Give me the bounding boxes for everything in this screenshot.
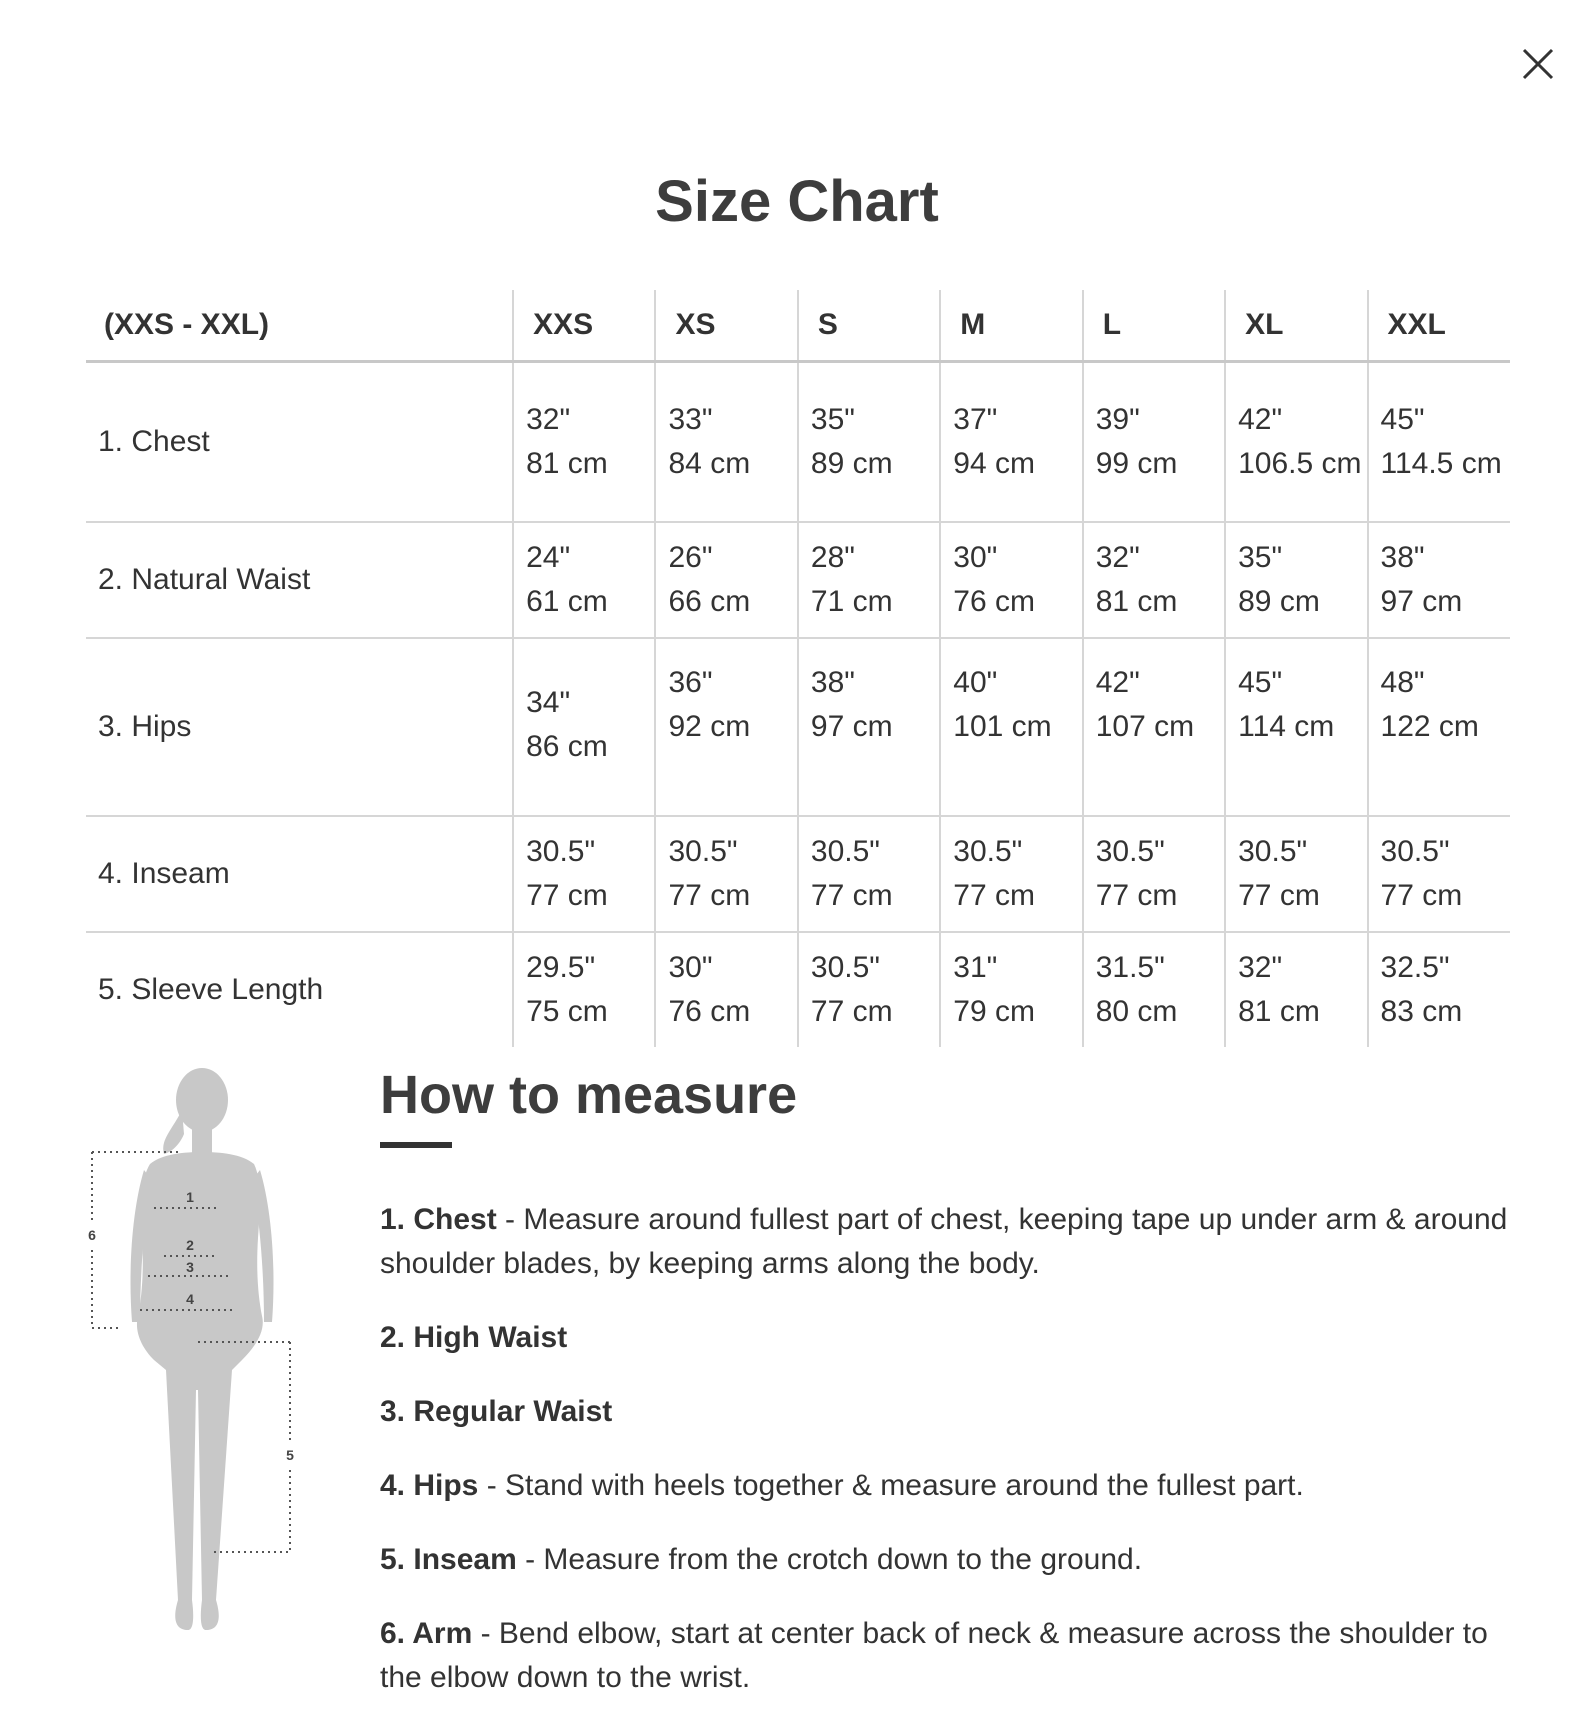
table-header-row [86, 290, 1510, 362]
instruction-text: - Bend elbow, start at center back of neck & measure across the shoulder to the elbow down to the wrist. [380, 1617, 1488, 1694]
cell-inches: 30.5" [1238, 835, 1308, 868]
cell-cm: 77 cm [810, 879, 893, 912]
table-cell [513, 932, 655, 1047]
how-to-measure-title: How to measure [380, 1065, 798, 1125]
table-cell [1083, 362, 1225, 523]
instruction-label: 4. Hips [380, 1469, 479, 1502]
cell-inches: 34" [526, 686, 571, 719]
cell-cm: 122 cm [1380, 710, 1479, 743]
table-cell [1368, 522, 1510, 638]
marker-5: 5 [286, 1447, 294, 1463]
table-cell [798, 638, 940, 816]
cell-inches: 33" [668, 403, 713, 436]
size-header-xxs: XXS [513, 290, 655, 362]
size-header-xs: XS [655, 290, 797, 362]
table-cell [513, 522, 655, 638]
cell-cm: 101 cm [953, 710, 1052, 743]
cell-inches: 38" [810, 666, 855, 699]
cell-cm: 75 cm [526, 995, 608, 1028]
table-cell [1225, 522, 1367, 638]
table-cell [1368, 362, 1510, 523]
row-label-hips: 3. Hips [86, 638, 513, 816]
table-cell [940, 362, 1082, 523]
table-cell [1083, 816, 1225, 932]
cell-inches: 45" [1380, 403, 1425, 436]
cell-cm: 77 cm [1380, 879, 1463, 912]
table-cell [1225, 638, 1367, 816]
marker-4: 4 [186, 1291, 194, 1307]
table-cell [940, 638, 1082, 816]
cell-cm: 83 cm [1380, 995, 1463, 1028]
instruction-label: 2. High Waist [380, 1321, 568, 1354]
table-cell [513, 638, 655, 816]
how-to-measure-section [380, 1058, 1510, 1730]
size-range-header: (XXS - XXL) [86, 290, 513, 362]
instruction-regular-waist [380, 1390, 1510, 1434]
table-cell [798, 932, 940, 1047]
table-cell [1225, 816, 1367, 932]
cell-cm: 97 cm [1380, 585, 1463, 618]
cell-inches: 36" [668, 666, 713, 699]
cell-inches: 30.5" [526, 835, 596, 868]
instruction-text: - Measure around fullest part of chest, keeping tape up under arm & around shoulder blades, by keeping arms along the body. [380, 1203, 1508, 1280]
cell-cm: 77 cm [668, 879, 751, 912]
cell-inches: 42" [1095, 666, 1140, 699]
cell-inches: 31" [953, 951, 998, 984]
cell-inches: 30" [953, 541, 998, 574]
instruction-high-waist [380, 1316, 1510, 1360]
cell-cm: 71 cm [810, 585, 893, 618]
table-cell [655, 932, 797, 1047]
cell-cm: 92 cm [668, 710, 751, 743]
row-label-sleeve-length: 5. Sleeve Length [86, 932, 513, 1047]
table-cell [655, 522, 797, 638]
cell-cm: 81 cm [1238, 995, 1320, 1028]
size-header-l: L [1083, 290, 1225, 362]
table-cell [513, 816, 655, 932]
cell-cm: 77 cm [526, 879, 608, 912]
cell-cm: 99 cm [1095, 447, 1178, 480]
table-cell [1368, 932, 1510, 1047]
cell-cm: 114.5 cm [1380, 447, 1502, 480]
table-row [86, 932, 1510, 1047]
row-label-inseam: 4. Inseam [86, 816, 513, 932]
table-cell [1368, 638, 1510, 816]
cell-inches: 38" [1380, 541, 1425, 574]
cell-inches: 42" [1238, 403, 1283, 436]
cell-cm: 79 cm [953, 995, 1035, 1028]
cell-inches: 30.5" [668, 835, 738, 868]
cell-inches: 30.5" [810, 835, 880, 868]
cell-cm: 61 cm [526, 585, 608, 618]
table-cell [1225, 932, 1367, 1047]
cell-inches: 32.5" [1380, 951, 1450, 984]
instruction-arm [380, 1612, 1510, 1700]
cell-inches: 32" [526, 403, 571, 436]
table-cell [1083, 932, 1225, 1047]
instruction-text: - Measure from the crotch down to the ground. [516, 1543, 1143, 1576]
cell-cm: 76 cm [953, 585, 1035, 618]
table-cell [940, 522, 1082, 638]
table-cell [798, 816, 940, 932]
marker-1: 1 [186, 1189, 194, 1205]
cell-cm: 84 cm [668, 447, 751, 480]
cell-inches: 37" [953, 403, 998, 436]
cell-inches: 31.5" [1095, 951, 1165, 984]
cell-cm: 81 cm [1095, 585, 1178, 618]
measurement-figure [88, 1060, 312, 1640]
instruction-chest [380, 1198, 1510, 1286]
title-underline [380, 1142, 452, 1148]
cell-inches: 40" [953, 666, 998, 699]
marker-3: 3 [186, 1259, 194, 1275]
cell-cm: 77 cm [953, 879, 1035, 912]
cell-cm: 114 cm [1238, 710, 1335, 743]
cell-inches: 48" [1380, 666, 1425, 699]
body-silhouette-icon [88, 1060, 312, 1640]
cell-inches: 39" [1095, 403, 1140, 436]
cell-cm: 89 cm [1238, 585, 1320, 618]
cell-cm: 80 cm [1095, 995, 1178, 1028]
instruction-inseam [380, 1538, 1510, 1582]
cell-cm: 106.5 cm [1238, 447, 1362, 480]
cell-inches: 30.5" [1380, 835, 1450, 868]
marker-2: 2 [186, 1237, 194, 1253]
cell-inches: 30.5" [953, 835, 1023, 868]
cell-cm: 66 cm [668, 585, 751, 618]
size-table [86, 290, 1510, 1047]
table-row [86, 816, 1510, 932]
table-cell [1368, 816, 1510, 932]
modal-title: Size Chart [655, 169, 939, 234]
table-cell [655, 816, 797, 932]
cell-inches: 35" [1238, 541, 1283, 574]
cell-inches: 30.5" [1095, 835, 1165, 868]
row-label-natural-waist: 2. Natural Waist [86, 522, 513, 638]
instruction-label: 1. Chest [380, 1203, 497, 1236]
cell-cm: 89 cm [810, 447, 893, 480]
cell-cm: 77 cm [1238, 879, 1320, 912]
cell-inches: 45" [1238, 666, 1283, 699]
table-cell [513, 362, 655, 523]
table-cell [798, 362, 940, 523]
table-cell [1225, 362, 1367, 523]
size-header-m: M [940, 290, 1082, 362]
cell-cm: 86 cm [526, 730, 608, 763]
cell-cm: 97 cm [810, 710, 893, 743]
instruction-hips [380, 1464, 1510, 1508]
size-header-s: S [798, 290, 940, 362]
cell-inches: 32" [1095, 541, 1140, 574]
cell-inches: 35" [810, 403, 855, 436]
cell-cm: 107 cm [1095, 710, 1195, 743]
cell-cm: 76 cm [668, 995, 751, 1028]
close-icon [1520, 46, 1556, 82]
size-header-xl: XL [1225, 290, 1367, 362]
table-cell [798, 522, 940, 638]
table-cell [1083, 522, 1225, 638]
instruction-text: - Stand with heels together & measure around the fullest part. [478, 1469, 1304, 1502]
instruction-label: 6. Arm [380, 1617, 473, 1650]
table-cell [940, 816, 1082, 932]
marker-6: 6 [88, 1227, 96, 1243]
cell-inches: 29.5" [526, 951, 596, 984]
cell-inches: 24" [526, 541, 571, 574]
instruction-label: 5. Inseam [380, 1543, 517, 1576]
cell-inches: 32" [1238, 951, 1283, 984]
table-cell [940, 932, 1082, 1047]
size-header-xxl: XXL [1368, 290, 1510, 362]
table-cell [655, 362, 797, 523]
cell-inches: 30" [668, 951, 713, 984]
table-row [86, 522, 1510, 638]
close-button[interactable] [1512, 38, 1564, 90]
row-label-chest: 1. Chest [98, 425, 210, 458]
table-cell [1083, 638, 1225, 816]
table-cell [655, 638, 797, 816]
cell-inches: 28" [810, 541, 855, 574]
cell-inches: 30.5" [810, 951, 880, 984]
cell-inches: 26" [668, 541, 713, 574]
cell-cm: 94 cm [953, 447, 1035, 480]
cell-cm: 77 cm [810, 995, 893, 1028]
table-row [86, 362, 1510, 523]
instruction-label: 3. Regular Waist [380, 1395, 613, 1428]
table-row [86, 638, 1510, 816]
cell-cm: 77 cm [1095, 879, 1178, 912]
cell-cm: 81 cm [526, 447, 608, 480]
